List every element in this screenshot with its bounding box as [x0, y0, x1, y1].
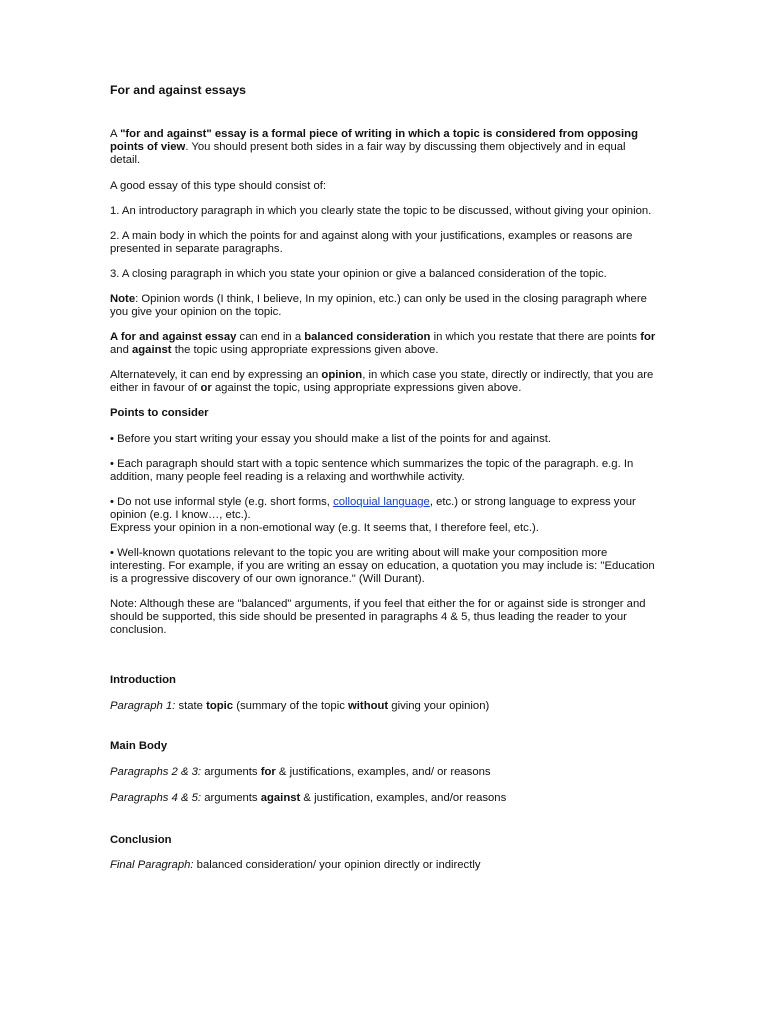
page-title: For and against essays [110, 83, 247, 97]
alt-bold-1: opinion [321, 369, 363, 381]
final-paragraph [110, 859, 658, 872]
p45-label: Paragraphs 4 & 5: [110, 792, 202, 804]
p45-text-1: arguments [201, 792, 261, 804]
alt-text-1: Alternatevely, it can end by expressing an [110, 369, 322, 381]
balanced-bold-2: balanced consideration [304, 331, 431, 343]
colloquial-language-link[interactable]: colloquial language [333, 496, 430, 508]
balanced-paragraph [110, 331, 658, 357]
intro-text-rest: . You should present both sides in a fair way by discussing them objectively and in equal detail. [110, 141, 626, 166]
alt-text-3: against the topic, using appropriate expressions given above. [211, 382, 522, 394]
bullet3-text-post: , etc.) or strong language to express your opinion (e.g. I know…, etc.). [110, 496, 636, 521]
note-balanced-arguments: Note: Although these are "balanced" arguments, if you feel that either the for or against side is stronger and should be supported, this side should be presented in paragraphs 4 & 5, thus leading the reader to your conclusion. [110, 598, 646, 636]
points-heading: Points to consider [110, 407, 209, 419]
introduction-heading: Introduction [110, 674, 176, 686]
intro-text-a: A [110, 128, 121, 140]
note-opinion-words [110, 293, 658, 319]
p45-bold: against [260, 792, 301, 804]
bullet-list-points: • Before you start writing your essay you should make a list of the points for and against. [110, 433, 551, 445]
alt-text-2: , in which case you state, directly or indirectly, that you are either in favour of [110, 369, 654, 394]
p23-text-2: & justifications, examples, and/ or reasons [275, 766, 491, 778]
balanced-bold-4: against [132, 344, 172, 356]
balanced-text-4: the topic using appropriate expressions given above. [171, 344, 439, 356]
balanced-text-2: in which you restate that there are points [430, 331, 641, 343]
list-item-1: 1. An introductory paragraph in which you clearly state the topic to be discussed, without giving your opinion. [110, 205, 652, 217]
consist-paragraph: A good essay of this type should consist of: [110, 180, 327, 192]
document-page [110, 84, 658, 872]
bullet-informal-style [110, 496, 658, 522]
p45-text-2: & justification, examples, and/or reasons [300, 792, 507, 804]
introduction-paragraph [110, 700, 658, 713]
intro-bold-definition: "for and against" essay is a formal piece of writing in which a topic is considered from opposing points of view [110, 128, 638, 153]
p23-text-1: arguments [201, 766, 261, 778]
p23-bold: for [260, 766, 276, 778]
paragraphs-4-5 [110, 792, 658, 805]
intro-section-label: Paragraph 1: [110, 700, 176, 712]
conclusion-heading: Conclusion [110, 834, 172, 846]
bullet-non-emotional: Express your opinion in a non-emotional way (e.g. It seems that, I therefore feel, etc.). [110, 522, 539, 534]
bullet3-text-pre: • Do not use informal style (e.g. short forms, [110, 496, 334, 508]
alternative-paragraph [110, 369, 658, 395]
intro-section-bold-1: topic [206, 700, 234, 712]
final-paragraph-text: balanced consideration/ your opinion directly or indirectly [193, 859, 481, 871]
main-body-heading: Main Body [110, 740, 168, 752]
final-paragraph-label: Final Paragraph: [110, 859, 194, 871]
list-item-3: 3. A closing paragraph in which you state your opinion or give a balanced consideration of the topic. [110, 268, 607, 280]
intro-section-text-3: giving your opinion) [388, 700, 490, 712]
intro-section-text-2: (summary of the topic [233, 700, 348, 712]
p23-label: Paragraphs 2 & 3: [110, 766, 202, 778]
balanced-text-1: can end in a [236, 331, 305, 343]
alt-bold-2: or [200, 382, 212, 394]
intro-section-text-1: state [175, 700, 207, 712]
balanced-bold-1: A for and against essay [110, 331, 237, 343]
balanced-text-3: and [110, 344, 132, 356]
bullet-quotations: • Well-known quotations relevant to the topic you are writing about will make your composition more interesting. For example, if you are writing an essay on education, a quotation you may include is: "Education is a progressive discovery of our own ignorance." (Will Durant). [110, 547, 655, 585]
intro-section-bold-2: without [348, 700, 389, 712]
bullet-topic-sentence: • Each paragraph should start with a topic sentence which summarizes the topic of the paragraph. e.g. In addition, many people feel reading is a relaxing and worthwhile activity. [110, 458, 634, 483]
intro-paragraph [110, 128, 658, 167]
list-item-2: 2. A main body in which the points for and against along with your justifications, examples or reasons are presented in separate paragraphs. [110, 230, 633, 255]
note-label: Note [110, 293, 136, 305]
note-text: : Opinion words (I think, I believe, In my opinion, etc.) can only be used in the closing paragraph where you give your opinion on the topic. [110, 293, 647, 318]
balanced-bold-3: for [640, 331, 656, 343]
paragraphs-2-3 [110, 766, 658, 779]
